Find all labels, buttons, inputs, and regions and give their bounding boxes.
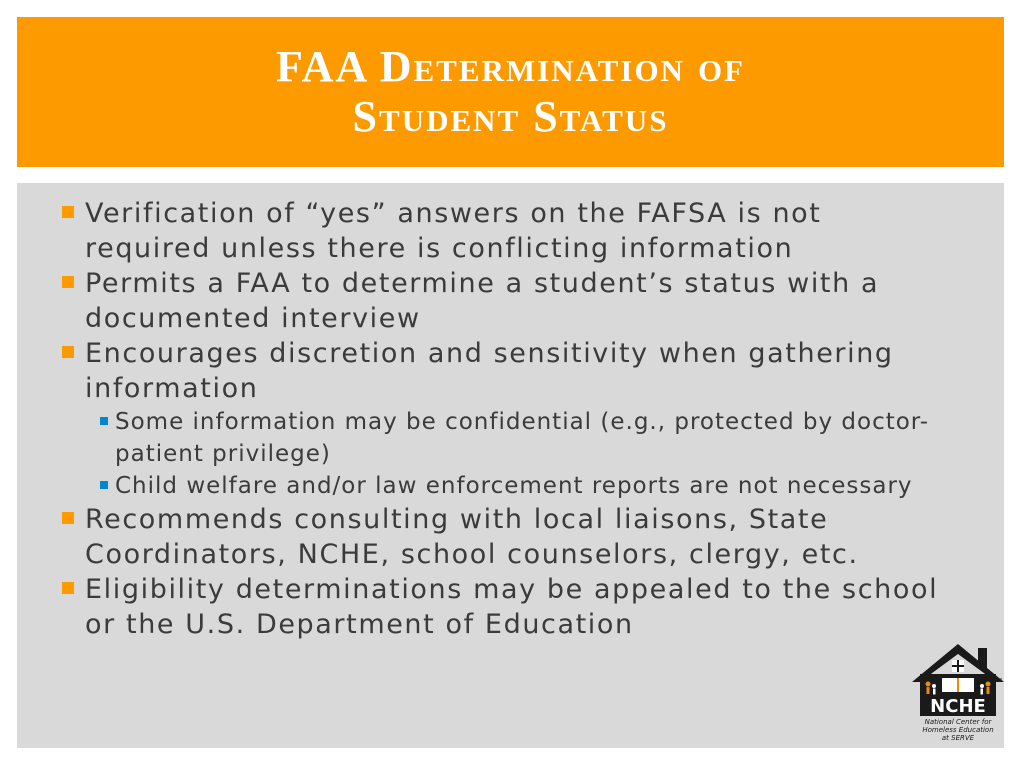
bullet-list: [17, 196, 957, 642]
bullet-item: [17, 572, 957, 642]
sub-bullet-item: [17, 406, 957, 470]
bullet-square-icon: [62, 346, 74, 358]
bullet-square-icon: [62, 206, 74, 218]
bullet-square-icon: [62, 512, 74, 524]
sub-bullet-square-icon: [100, 417, 108, 425]
bullet-item: [17, 266, 957, 336]
sub-bullet-text: Child welfare and/or law enforcement reports are not necessary: [115, 473, 913, 499]
slide-title-line-2: Student Status: [352, 92, 669, 141]
house-logo-icon: [908, 638, 1008, 748]
bullet-square-icon: [62, 276, 74, 288]
logo-caption-line-3: at SERVE: [941, 734, 975, 742]
logo-caption-line-1: National Center for: [924, 718, 992, 726]
title-banner: [17, 17, 1004, 167]
bullet-square-icon: [62, 582, 74, 594]
sub-bullet-square-icon: [100, 481, 108, 489]
bullet-item: [17, 336, 957, 406]
logo-tm: TM: [994, 678, 1002, 684]
nche-logo: [908, 638, 1008, 748]
sub-bullet-text: Some information may be confidential (e.g., protected by doctor-patient privilege): [115, 409, 930, 467]
bullet-item: [17, 502, 957, 572]
bullet-text: Eligibility determinations may be appealed to the school or the U.S. Department of Education: [85, 574, 939, 640]
bullet-text: Permits a FAA to determine a student’s status with a documented interview: [85, 268, 880, 334]
sub-bullet-item: [17, 470, 957, 502]
slide-title-line-1: FAA Determination of: [275, 42, 745, 91]
bullet-text: Recommends consulting with local liaisons, State Coordinators, NCHE, school counselors, clergy, etc.: [85, 504, 859, 570]
bullet-item: [17, 196, 957, 266]
logo-caption-line-2: Homeless Education: [922, 726, 994, 734]
bullet-text: Verification of “yes” answers on the FAFSA is not required unless there is conflicting information: [85, 198, 822, 264]
content-panel: [17, 183, 1004, 748]
logo-acronym: NCHE: [930, 696, 986, 717]
bullet-text: Encourages discretion and sensitivity when gathering information: [85, 338, 894, 404]
